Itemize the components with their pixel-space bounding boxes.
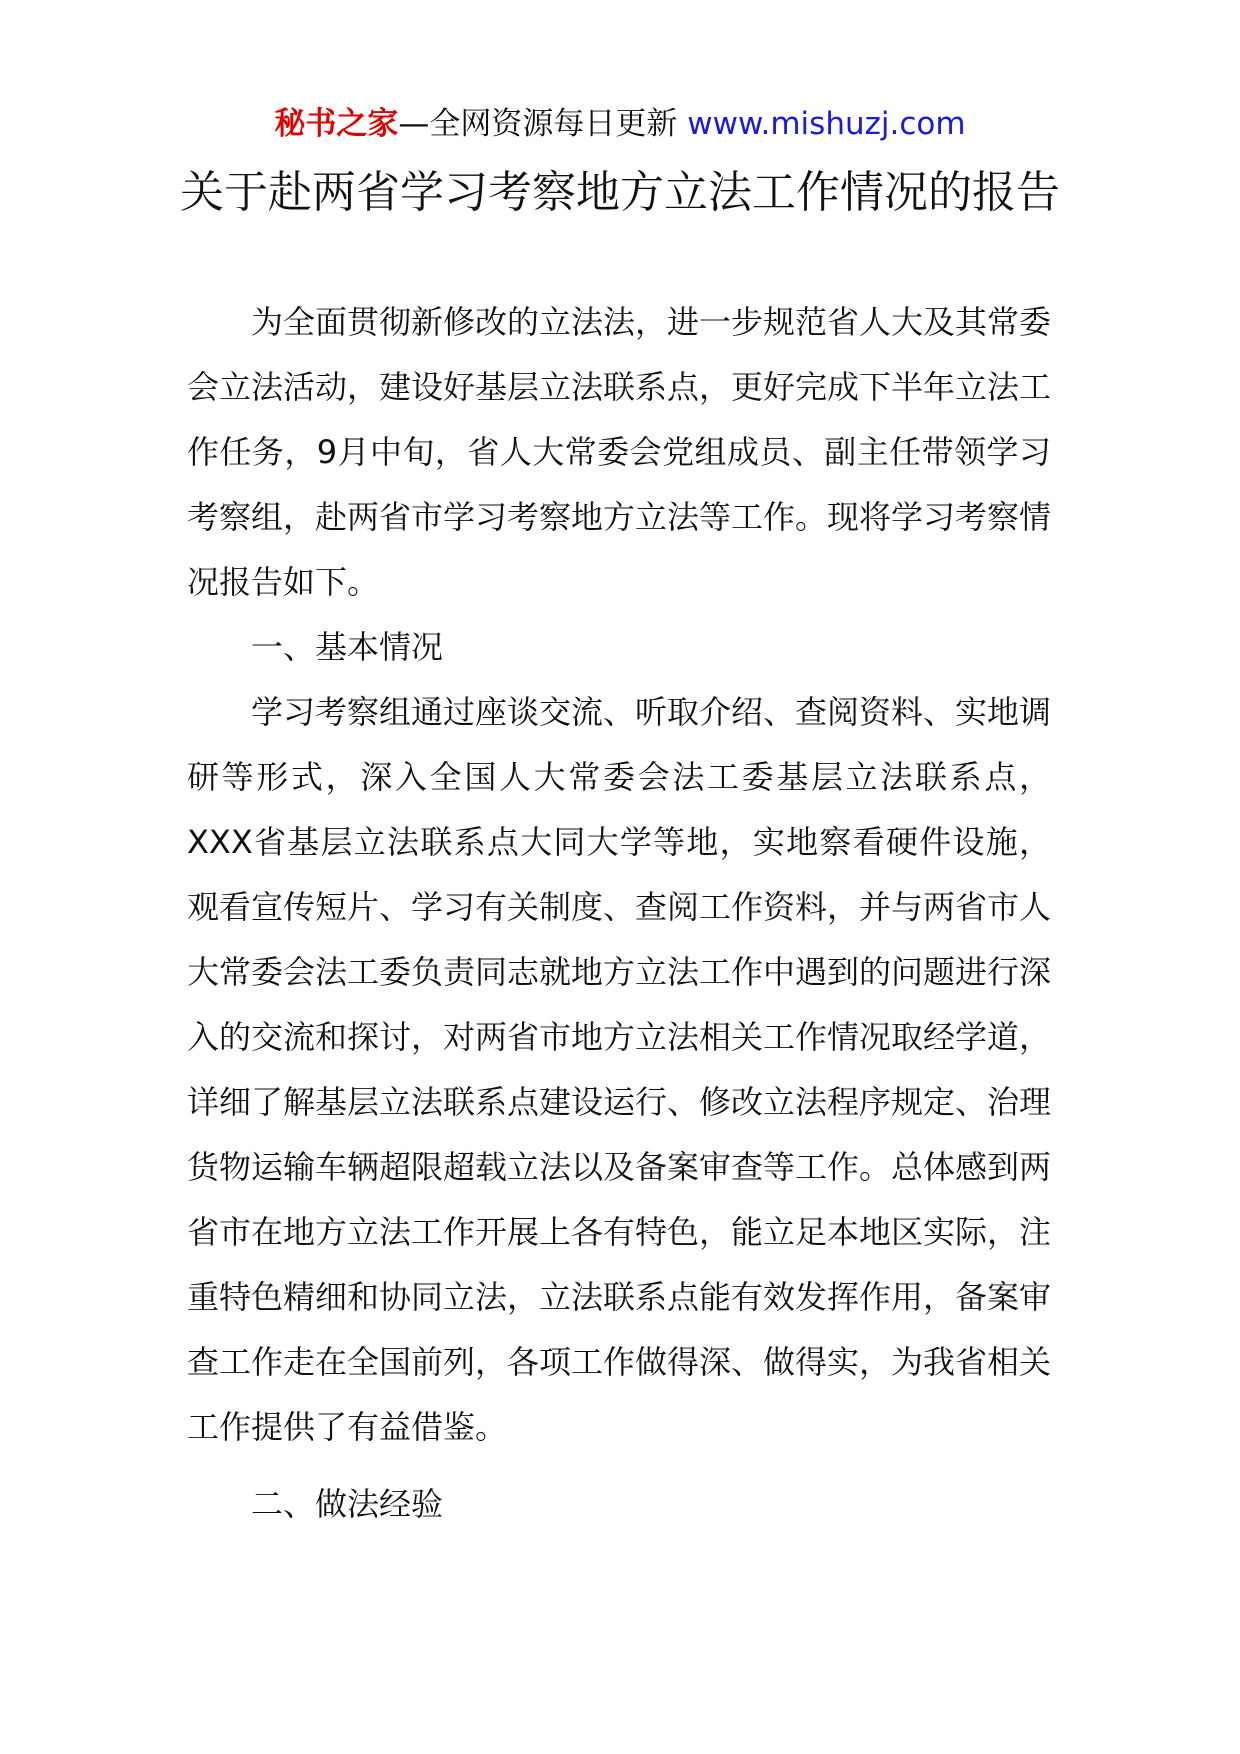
- site-header: [0, 100, 1240, 148]
- section-heading-practices: 二、做法经验: [251, 1485, 444, 1523]
- section-heading-basic-situation: 一、基本情况: [251, 628, 444, 666]
- section-paragraph-basic-situation: 学习考察组通过座谈交流、听取介绍、查阅资料、实地调研等形式，深入全国人大常委会法工委基层立法联系点，XXX省基层立法联系点大同大学等地，实地察看硬件设施，观看宣传短片、学习有关制度、查阅工作资料，并与两省市人大常委会法工委负责同志就地方立法工作中遇到的问题进行深入的交流和探讨，对两省市地方立法相关工作情况取经学道，详细了解基层立法联系点建设运行、修改立法程序规定、治理货物运输车辆超限超载立法以及备案审查等工作。总体感到两省市在地方立法工作开展上各有特色，能立足本地区实际，注重特色精细和协同立法，立法联系点能有效发挥作用，备案审查工作走在全国前列，各项工作做得深、做得实，为我省相关工作提供了有益借鉴。: [187, 693, 1052, 1446]
- site-tagline: —全网资源每日更新: [398, 106, 688, 142]
- intro-paragraph: 为全面贯彻新修改的立法法，进一步规范省人大及其常委会立法活动，建设好基层立法联系点，更好完成下半年立法工作任务，9月中旬，省人大常委会党组成员、副主任带领学习考察组，赴两省市学习考察地方立法等工作。现将学习考察情况报告如下。: [187, 303, 1052, 601]
- document-title: 关于赴两省学习考察地方立法工作情况的报告: [180, 167, 1060, 218]
- brand-name: 秘书之家: [274, 106, 399, 142]
- document-body: [187, 290, 1051, 1537]
- site-url-link[interactable]: www.mishuzj.com: [687, 106, 966, 142]
